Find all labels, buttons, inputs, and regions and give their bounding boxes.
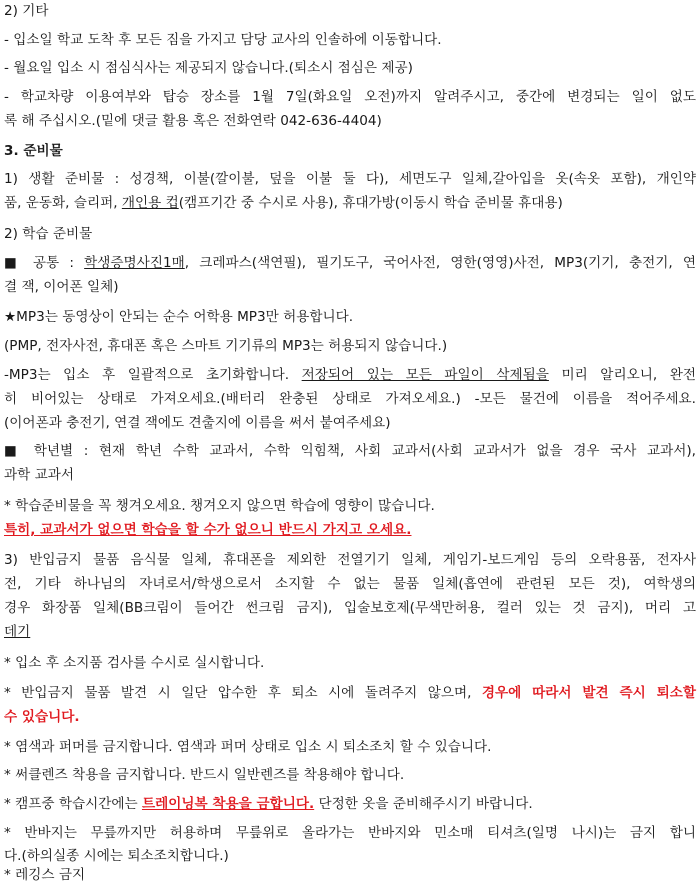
- common-supplies-line1: ■ 공통 : 학생증명사진1매, 크레파스(색연필), 필기도구, 국어사전, 영한(영영)사전, MP3(기기, 충전기, 연: [4, 255, 696, 271]
- training-wear-note: * 캠프중 학습시간에는 트레이닝복 착용을 금합니다. 단정한 옷을 준비해주시기 바랍니다.: [4, 796, 533, 812]
- mp3-reset-line3: (이어폰과 충전기, 연결 잭에도 견출지에 이름을 써서 붙여주세요): [4, 415, 391, 431]
- shorts-note-line2: 다.(하의실종 시에는 퇴소조치합니다.): [4, 848, 229, 864]
- banned-items-line4: 데기: [4, 624, 31, 640]
- shorts-note-line1: * 반바지는 무릎까지만 허용하며 무릎위로 올라가는 반바지와 민소매 티셔츠(일명 나시)는 금지 합니: [4, 825, 696, 841]
- file-deletion-text: 저장되어 있는 모든 파일이 삭제됨을: [301, 367, 549, 383]
- mp3-note: ★MP3는 동영상이 안되는 순수 어학용 MP3만 허용합니다.: [4, 309, 354, 325]
- personal-cup-text: 개인용 컵: [121, 195, 179, 211]
- mp3-reset-line1: -MP3는 입소 후 일괄적으로 초기화합니다. 저장되어 있는 모든 파일이 삭제됨을 미리 알리오니, 완전: [4, 367, 696, 383]
- supplies-reminder: * 학습준비물을 꼭 챙겨오세요. 챙겨오지 않으면 학습에 영향이 많습니다.: [4, 498, 435, 514]
- seizure-note-line1: * 반입금지 물품 발견 시 일단 압수한 후 퇴소 시에 돌려주지 않으며, 경우에 따라서 발견 즉시 퇴소할: [4, 685, 697, 701]
- etc-bullet-arrival: - 입소일 학교 도착 후 모든 짐을 가지고 담당 교사의 인솔하에 이동합니다.: [4, 32, 442, 48]
- grade-supplies-line2: 과학 교과서: [4, 467, 74, 483]
- circle-lens-note: * 써클렌즈 착용을 금지합니다. 반드시 일반렌즈를 착용해야 합니다.: [4, 767, 405, 783]
- seizure-note-line2: 수 있습니다.: [4, 709, 80, 725]
- training-wear-ban-text: 트레이닝복 착용을 금합니다.: [141, 796, 315, 812]
- life-supplies-line2: 품, 운동화, 슬리퍼, 개인용 컵(캠프기간 중 수시로 사용), 휴대가방(이동시 학습 준비물 휴대용): [4, 195, 563, 211]
- banned-items-line1: 3) 반입금지 물품 음식물 일체, 휴대폰을 제외한 전열기기 일체, 게임기-보드게임 등의 오락용품, 전자사: [4, 552, 696, 568]
- mp3-reset-line2: 히 비어있는 상태로 가져오세요.(배터리 완충된 상태로 가져오세요.) -모든 물건에 이름을 적어주세요.: [4, 391, 696, 407]
- etc-bullet-lunch: - 월요일 입소 시 점심식사는 제공되지 않습니다.(퇴소시 점심은 제공): [4, 60, 413, 76]
- etc-bullet-bus-line1: - 학교차량 이용여부와 탑승 장소를 1월 7일(화요일 오전)까지 알려주시고, 중간에 변경되는 일이 없도: [4, 89, 696, 105]
- life-supplies-line1: 1) 생활 준비물 : 성경책, 이불(깔이불, 덮을 이불 둘 다), 세면도구 일체,갈아입을 옷(속옷 포함), 개인약: [4, 171, 696, 187]
- leggings-note: * 레깅스 금지: [4, 867, 86, 883]
- id-photo-text: 학생증명사진1매: [84, 255, 185, 271]
- section-heading-supplies: 3. 준비물: [4, 143, 63, 159]
- pmp-note: (PMP, 전자사전, 휴대폰 혹은 스마트 기기류의 MP3는 허용되지 않습니다.): [4, 338, 448, 354]
- textbook-warning: 특히, 교과서가 없으면 학습을 할 수가 없으니 반드시 가지고 오세요.: [4, 522, 412, 538]
- grade-supplies-line1: ■ 학년별 : 현재 학년 수학 교과서, 수학 익힘책, 사회 교과서(사회 교과서가 없을 경우 국사 교과서),: [4, 443, 696, 459]
- inspection-note: * 입소 후 소지품 검사를 수시로 실시합니다.: [4, 655, 265, 671]
- banned-items-line2: 전, 기타 하나님의 자녀로서/학생으로서 소지할 수 없는 물품 일체(흡연에 관련된 모든 것), 여학생의: [4, 576, 696, 592]
- banned-items-line3: 경우 화장품 일체(BB크림이 들어간 썬크림 금지), 입술보호제(무색만허용, 컬러 있는 것 금지), 머리 고: [4, 600, 696, 616]
- common-supplies-line2: 결 잭, 이어폰 일체): [4, 279, 119, 295]
- dye-perm-note: * 염색과 퍼머를 금지합니다. 염색과 퍼머 상태로 입소 시 퇴소조치 할 수 있습니다.: [4, 739, 492, 755]
- immediate-dismissal-text: 경우에 따라서 발견 즉시 퇴소할: [481, 685, 697, 701]
- etc-bullet-bus-line2: 록 해 주십시오.(밑에 댓글 활용 혹은 전화연락 042-636-4404): [4, 113, 382, 129]
- section-heading-etc: 2) 기타: [4, 3, 49, 19]
- study-supplies-heading: 2) 학습 준비물: [4, 226, 93, 242]
